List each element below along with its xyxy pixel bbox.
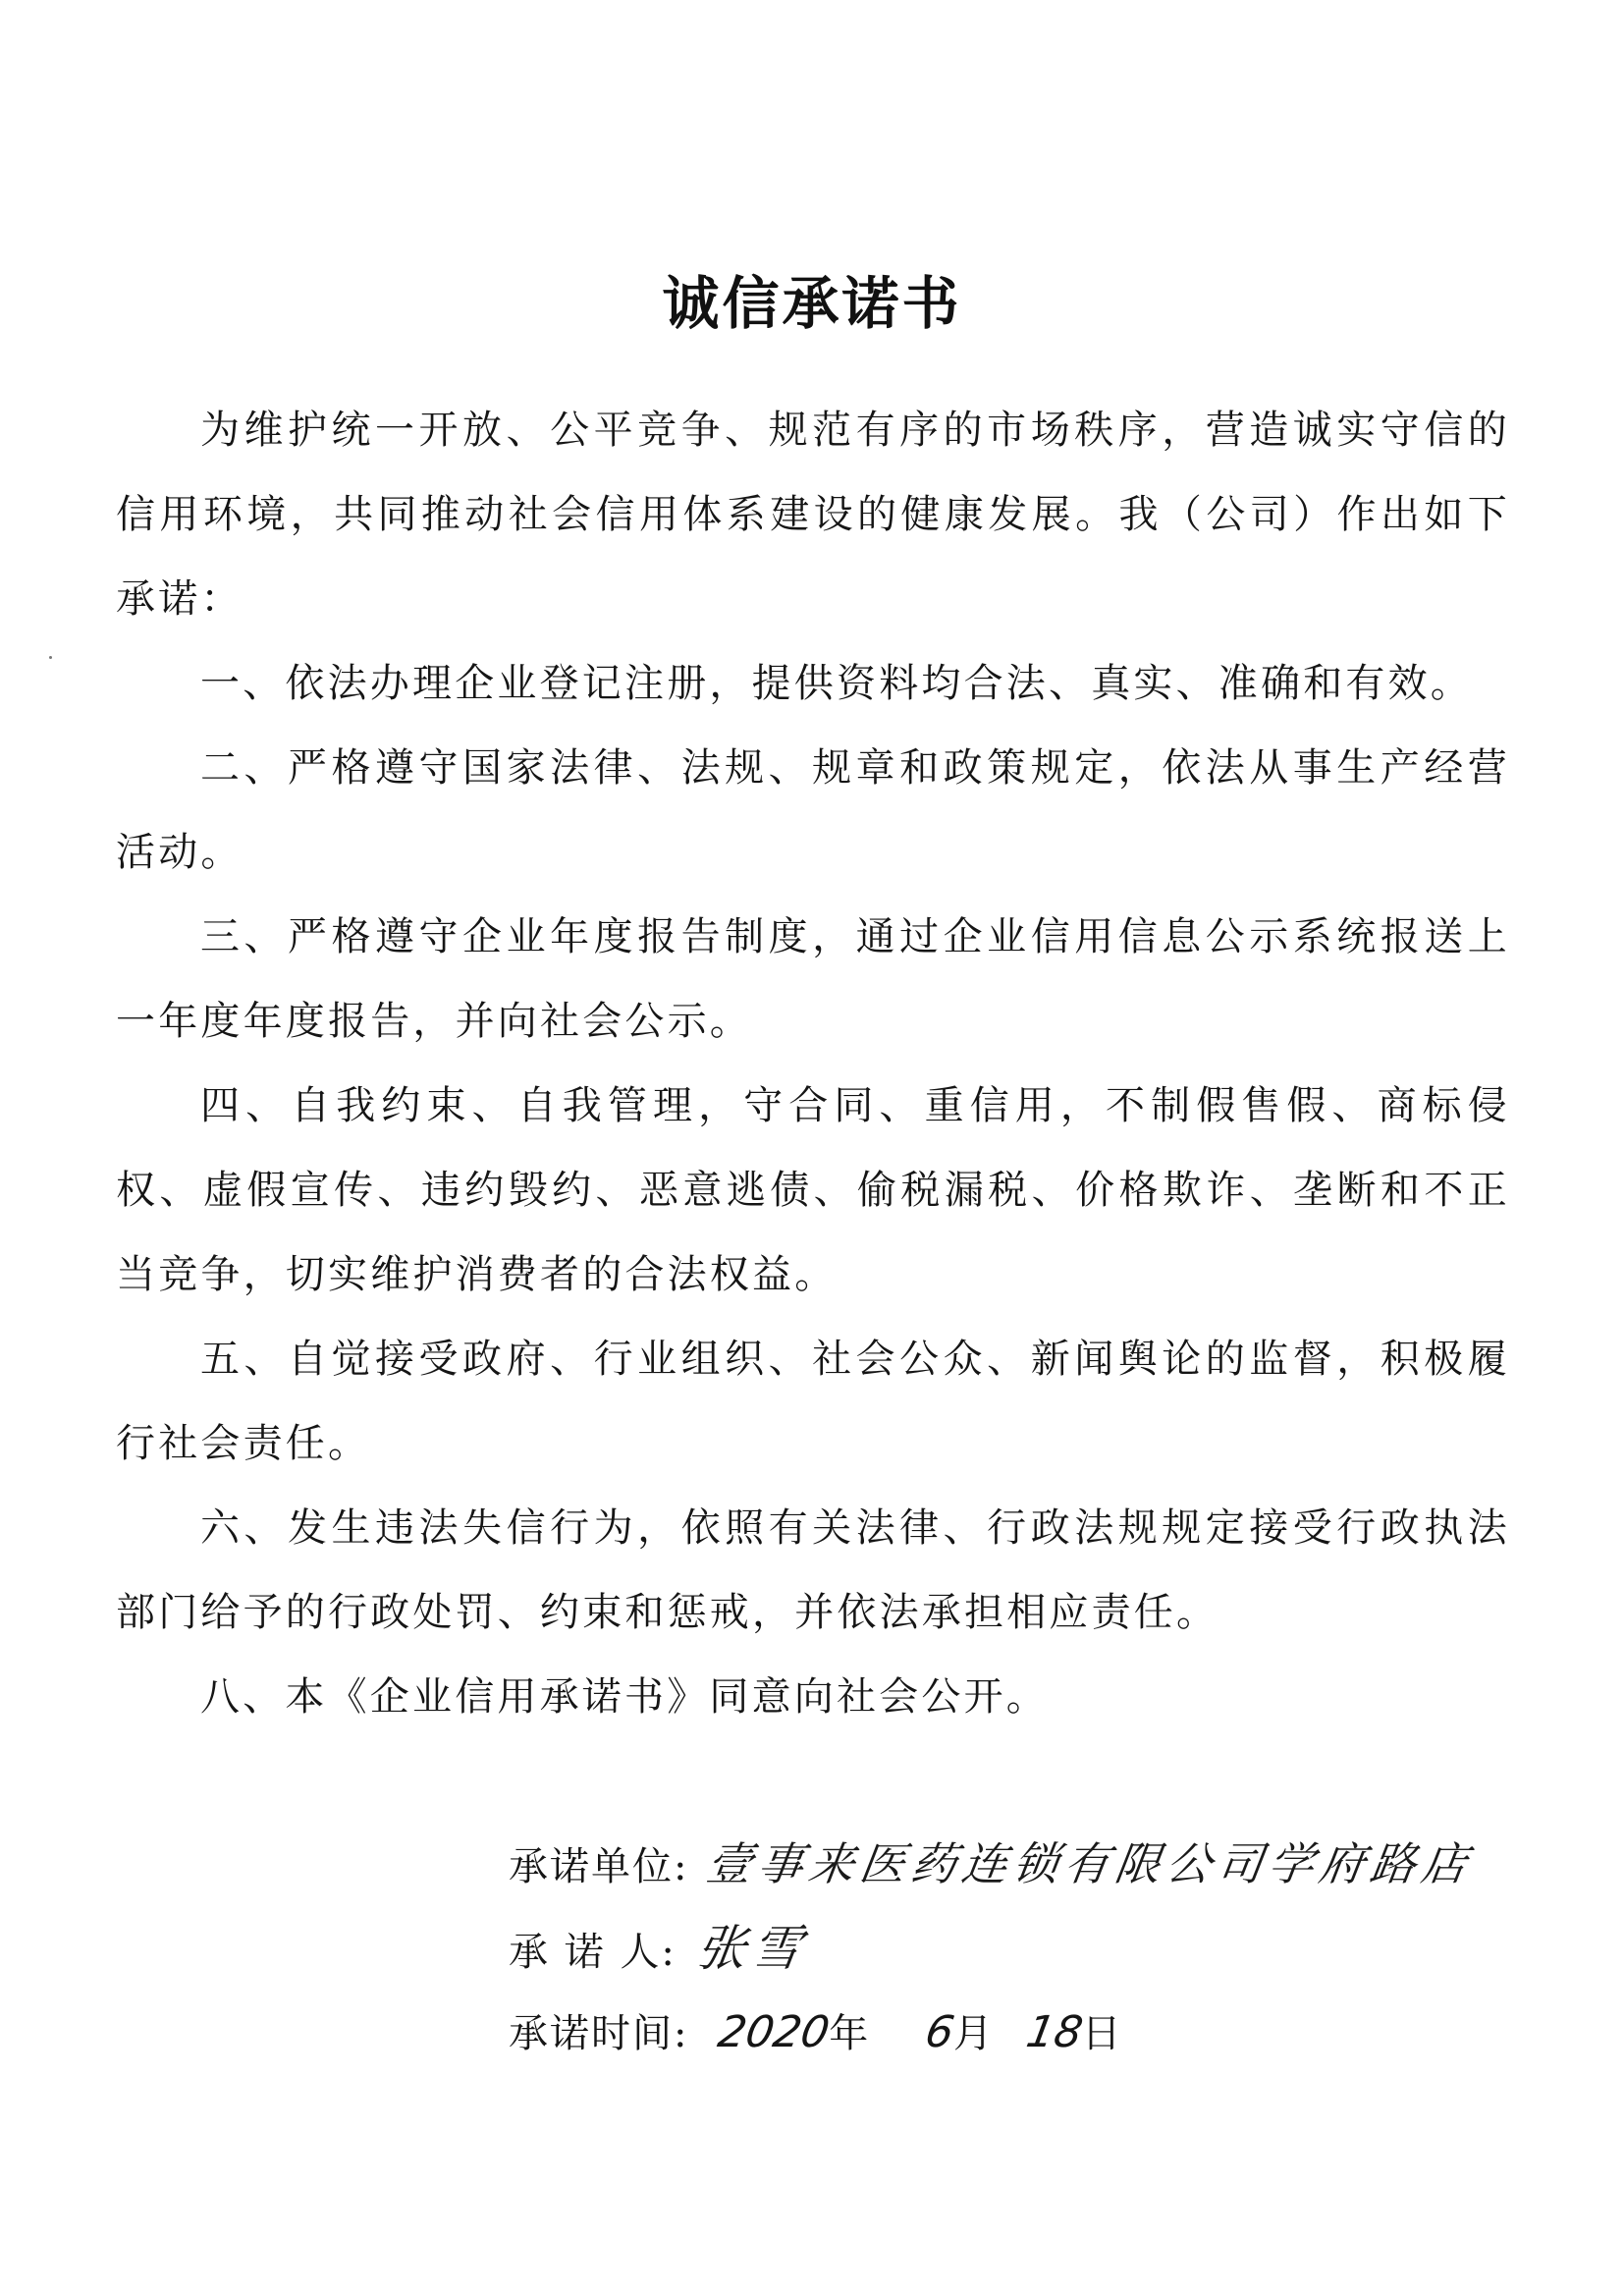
paragraph-item-8: 八、本《企业信用承诺书》同意向社会公开。 xyxy=(200,1674,1049,1720)
date-month-number: 6 xyxy=(921,2007,958,2057)
paragraph-intro: 为维护统一开放、公平竞争、规范有序的市场秩序，营造诚实守信的信用环境，共同推动社会信用体系建设的健康发展。我（公司）作出如下承诺： xyxy=(116,408,1510,622)
date-month-char: 月 xyxy=(952,2011,993,2056)
signature-date-row xyxy=(509,1991,1473,2075)
person-label: 承 诺 人: xyxy=(509,1930,677,1975)
scan-speck xyxy=(49,656,52,659)
paragraph-item-2: 二、严格遵守国家法律、法规、规章和政策规定，依法从事生产经营活动。 xyxy=(116,745,1510,875)
signature-unit-row xyxy=(509,1822,1477,1906)
paragraph-item-6: 六、发生违法失信行为，依照有关法律、行政法规规定接受行政执法部门给予的行政处罚、约束和惩戒，并依法承担相应责任。 xyxy=(116,1505,1510,1635)
date-day-char: 日 xyxy=(1081,2011,1121,2056)
paragraph-item-5: 五、自觉接受政府、行业组织、社会公众、新闻舆论的监督，积极履行社会责任。 xyxy=(116,1337,1510,1466)
paragraph-item-4: 四、自我约束、自我管理，守合同、重信用，不制假售假、商标侵权、虚假宣传、违约毁约、恶意逃债、偷税漏税、价格欺诈、垄断和不正当竞争，切实维护消费者的合法权益。 xyxy=(116,1083,1510,1297)
signature-person-row xyxy=(509,1906,1473,1991)
date-year-char: 年 xyxy=(829,2011,869,2056)
paragraph-item-1: 一、依法办理企业登记注册，提供资料均合法、真实、准确和有效。 xyxy=(200,661,1473,706)
unit-handwriting: 壹事来医药连锁有限公司学府路店 xyxy=(703,1837,1477,1890)
unit-label: 承诺单位: xyxy=(509,1844,689,1889)
signature-block xyxy=(509,1822,1477,2075)
date-day xyxy=(1022,1991,1121,2076)
date-day-number: 18 xyxy=(1022,2007,1087,2057)
date-month xyxy=(921,1991,993,2076)
paragraph-item-3: 三、严格遵守企业年度报告制度，通过企业信用信息公示系统报送上一年度年度报告，并向社会公示。 xyxy=(116,914,1510,1044)
date-label: 承诺时间: xyxy=(509,2011,689,2056)
document-title: 诚信承诺书 xyxy=(662,270,962,337)
document-body xyxy=(116,388,1510,1739)
date-year xyxy=(714,1991,869,2076)
person-handwriting: 张雪 xyxy=(692,1920,811,1977)
date-year-number: 2020 xyxy=(714,2007,834,2057)
